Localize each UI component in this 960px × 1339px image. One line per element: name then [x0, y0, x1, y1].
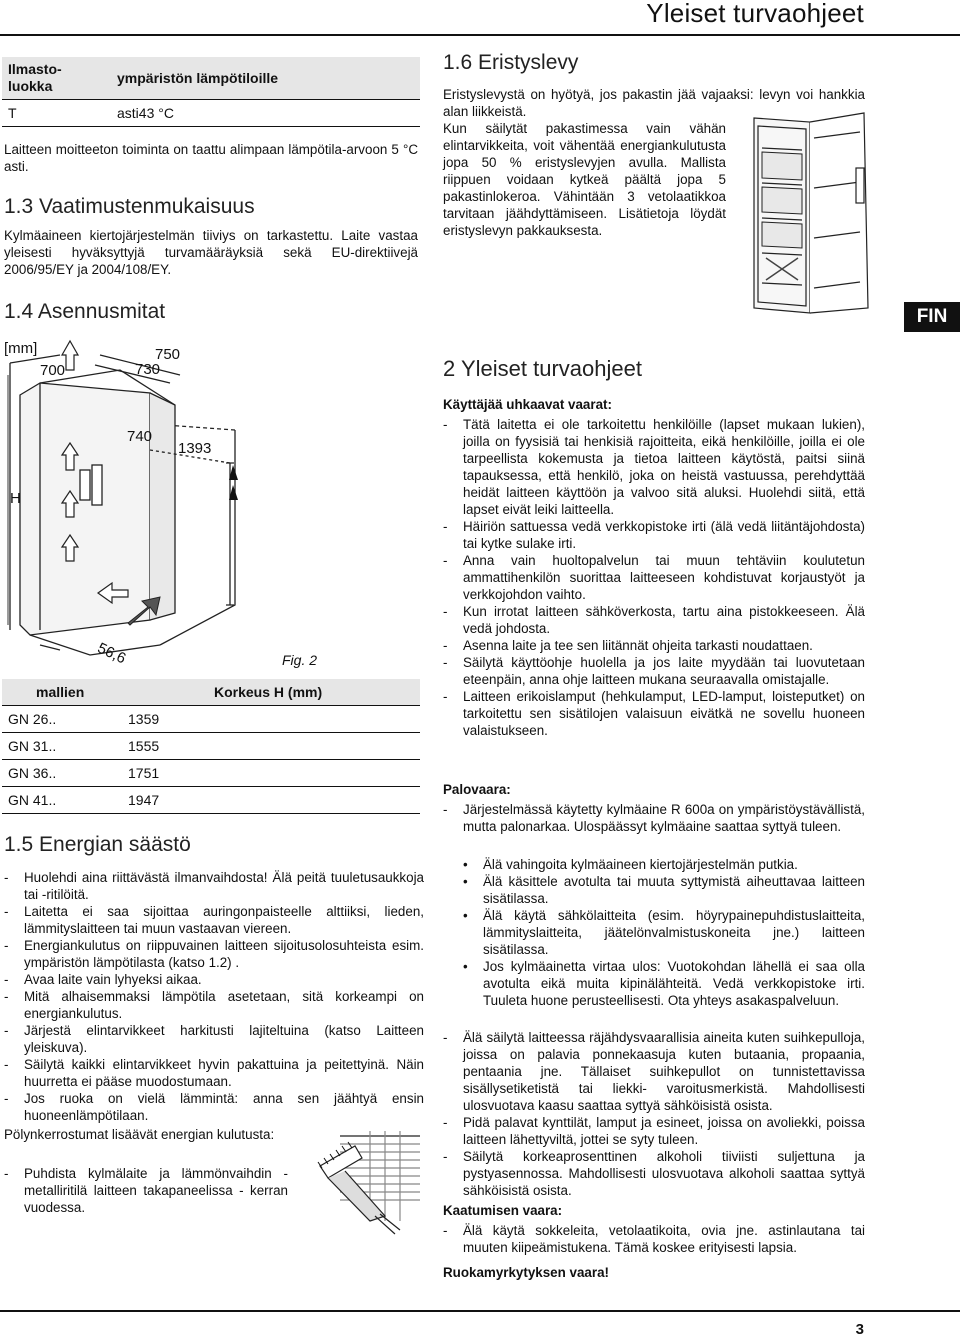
user-hazards-heading: Käyttäjää uhkaavat vaarat:	[443, 397, 612, 412]
model-name: GN 31..	[2, 733, 122, 760]
list-item: - Pidä palavat kynttilät, lamput ja esineet, joissa on avoliekki, poissa laitteen lähettyviltä, jottei se syty tuleen.	[443, 1114, 865, 1148]
list-item: - Laitetta ei saa sijoittaa auringonpaisteelle alttiiksi, lieden, lämmityslaitteen tai muun vastaavan viereen.	[4, 903, 424, 937]
climate-table-cell: asti43 °C	[111, 100, 420, 127]
list-item: - Järjestelmässä käytetty kylmäaine R 600a on ympäristöystävällistä, mutta palonarkaa. Ulospäässyt kylmäaine saattaa syttyä tuleen.	[443, 801, 865, 835]
list-item: - Laitteen erikoislamput (hehkulamput, LED-lamput, loisteputket) on tarkoitettu sen sisätilojen valaisuun eivätkä ne sovellu huoneen valaistukseen.	[443, 688, 865, 739]
fire-hazard-heading: Palovaara:	[443, 782, 511, 797]
list-item: - Avaa laite vain lyhyeksi aikaa.	[4, 971, 424, 988]
footer-rule	[0, 1310, 960, 1312]
user-hazards-list	[443, 416, 865, 739]
model-name: GN 41..	[2, 787, 122, 814]
climate-table-header-class: Ilmasto-luokka	[2, 57, 111, 100]
list-item: - Tätä laitetta ei ole tarkoitettu henkilöille (lapset mukaan lukien), joilla on fyysisiä tai henkisiä rajoitteita, eikä henkilöille, joilla ei ole tarpeellista kokemusta ja tietoa laitteen käytöstä, paitsi siinä tapauksessa, että henkilö, joka on heistä vastuussa, perehdyttää heidät laitteen käyttöön ja valvoo sitä aluksi. Huolehdi siitä, että lapset eivät leiki laitteella.	[443, 416, 865, 518]
climate-table-header-temp: ympäristön lämpötiloille	[111, 57, 420, 100]
climate-table-cell: T	[2, 100, 111, 127]
installation-dimensions-figure	[0, 335, 420, 665]
fire-hazard-list	[443, 801, 865, 835]
dimension-730: 730	[135, 361, 161, 378]
header-rule	[0, 34, 960, 36]
model-height: 1359	[122, 706, 214, 733]
models-header-height: Korkeus H (mm)	[214, 679, 420, 706]
list-item: - Säilytä käyttöohje huolella ja jos laite myydään tai luovutetaan eteenpäin, anna ohje laitteen mukana seuraavalla omistajalle.	[443, 654, 865, 688]
section-1-3-title: 1.3 Vaatimustenmukaisuus	[4, 195, 255, 218]
fire-hazard-list-2	[443, 1029, 865, 1199]
section-1-6-title: 1.6 Eristyslevy	[443, 51, 579, 74]
model-height: 1947	[122, 787, 214, 814]
list-item: - Säilytä korkeaprosenttinen alkoholi tiiviisti suljettuna ja pystyasennossa. Mahdollisesti ulosvuotava alkoholi saattaa syttyä sähköisistä osista.	[443, 1148, 865, 1199]
section-2-title: 2 Yleiset turvaohjeet	[443, 356, 642, 381]
dimension-56-6: 56,6	[94, 639, 129, 668]
list-item: - Asenna laite ja tee sen liitännät ohjeita tarkasti noudattaen.	[443, 637, 865, 654]
list-item: - Anna vain huoltopalvelun tai muun tehtäviin koulutetun ammattihenkilön suorittaa laitteeseen kohdistuvat korjaustyöt ja verkkojohdon vaihto.	[443, 552, 865, 603]
model-name: GN 26..	[2, 706, 122, 733]
bullet-item: • Älä käsittele avotulta tai muuta syttymistä aiheuttavaa laitteen sisätilassa.	[443, 873, 865, 907]
dust-list	[4, 1165, 288, 1216]
energy-saving-list	[4, 869, 424, 1124]
tipping-hazard-heading: Kaatumisen vaara:	[443, 1203, 563, 1218]
bullet-item: • Älä käytä sähkölaitteita (esim. höyrypainepuhdistuslaitteita, lämmityslaitteita, jäätelönvalmistuskoneita jne.) laitteen sisätilassa.	[443, 907, 865, 958]
dimension-1393: 1393	[178, 440, 212, 457]
dimension-h: H	[10, 490, 21, 507]
section-1-5-title: 1.5 Energian säästö	[4, 833, 191, 856]
section-1-6-intro: Eristyslevystä on hyötyä, jos pakastin jää vajaaksi: levyn voi hankkia alan liikkeistä.	[443, 87, 865, 119]
models-header-model: mallien	[2, 679, 214, 706]
dust-note: Pölynkerrostumat lisäävät energian kulutusta:	[4, 1127, 275, 1142]
cleaning-brush-illustration	[300, 1126, 424, 1236]
section-1-3-text: Kylmäaineen kiertojärjestelmän tiiviys on tarkastettu. Laite vastaa yleisesti hyväksyttyjä turvamääräyksiä sekä EU-direktiivejä 2006/95/EY ja 2004/108/EY.	[4, 228, 418, 277]
list-item: - Häiriön sattuessa vedä verkkopistoke irti (älä vedä liitäntäjohdosta) tai kytke sulake irti.	[443, 518, 865, 552]
page-number: 3	[855, 1321, 864, 1338]
climate-note: Laitteen moitteeton toiminta on taattu alimpaan lämpötila-arvoon 5 °C asti.	[4, 142, 418, 174]
list-item: - Kun irrotat laitteen sähköverkosta, tartu aina pistokkeeseen. Älä vedä johdosta.	[443, 603, 865, 637]
running-header-title: Yleiset turvaohjeet	[646, 0, 864, 28]
bullet-item: • Älä vahingoita kylmäaineen kiertojärjestelmän putkia.	[443, 856, 865, 873]
bullet-item: • Jos kylmäainetta virtaa ulos: Vuotokohdan lähellä ei saa olla avotulta eikä muita kipinälähteitä. Vedä verkkopistoke irti. Tuuleta huone perusteellisesti. Ota yhteys asakaspalveluun.	[443, 958, 865, 1009]
list-item: - Järjestä elintarvikkeet harkitusti lajiteltuina (katso Laitteen yleiskuva).	[4, 1022, 424, 1056]
list-item: - Energiankulutus on riippuvainen laitteen sijoitusolosuhteista esim. ympäristön lämpötilasta (katso 1.2) .	[4, 937, 424, 971]
figure-caption: Fig. 2	[282, 652, 318, 668]
model-name: GN 36..	[2, 760, 122, 787]
dimension-740: 740	[127, 428, 153, 445]
dimension-750: 750	[155, 346, 181, 363]
food-poisoning-heading: Ruokamyrkytyksen vaara!	[443, 1265, 609, 1280]
dimension-700: 700	[40, 362, 66, 379]
freezer-insulation-illustration	[744, 108, 874, 320]
list-item: - Huolehdi aina riittävästä ilmanvaihdosta! Älä peitä tuuletusaukkoja tai -ritilöitä.	[4, 869, 424, 903]
climate-class-table	[2, 57, 420, 127]
list-item: - Älä säilytä laitteessa räjähdysvaarallisia aineita kuten suihkepulloja, joissa on palavia ponnekaasuja kuten butaania, propaania, pentaania jne. Tällaiset suihkepullot on tunnistettavissa sisällysetiketistä tai liekki- varoitusmerkistä. Mahdollisesti ulosvuotava kaasu saattaa syttyä sähköisistä osista.	[443, 1029, 865, 1114]
list-item: - Mitä alhaisemmaksi lämpötila asetetaan, sitä korkeampi on energiankulutus.	[4, 988, 424, 1022]
language-tab-fin: FIN	[904, 302, 960, 332]
section-1-6-text: Kun säilytät pakastimessa vain vähän elintarvikkeita, voit vähentää energiankulutusta jopa 50 % eristyslevyjen avulla. Mallista riippuen voidaan kytkeä päältä jopa 5 pakastinlokeroa. Vähintään 3 vetolaatikkoa tarvitaan jäähdyttämiseen. Lisätietoja löydät eristyslevyn pakkauksesta.	[443, 121, 726, 238]
model-height: 1555	[122, 733, 214, 760]
model-height: 1751	[122, 760, 214, 787]
list-item: - Säilytä kaikki elintarvikkeet hyvin pakattuina ja peitettyinä. Näin huurretta ei pääse muodostumaan.	[4, 1056, 424, 1090]
section-1-4-title: 1.4 Asennusmitat	[4, 300, 166, 323]
list-item: - Puhdista kylmälaite ja lämmönvaihdin - metalliritilä laitteen takapaneelissa - kerran vuodessa.	[4, 1165, 288, 1216]
tipping-hazard-list	[443, 1222, 865, 1256]
list-item: - Jos ruoka on vielä lämmintä: anna sen jäähtyä ensin huoneenlämpötilaan.	[4, 1090, 424, 1124]
fig-unit-label: [mm]	[4, 340, 38, 357]
list-item: - Älä käytä sokkeleita, vetolaatikoita, ovia jne. astinlautana tai muuten kiipeämistukena. Tämä koskee erityisesti lapsia.	[443, 1222, 865, 1256]
fire-hazard-bullets	[443, 856, 865, 1009]
model-height-table	[2, 679, 420, 814]
